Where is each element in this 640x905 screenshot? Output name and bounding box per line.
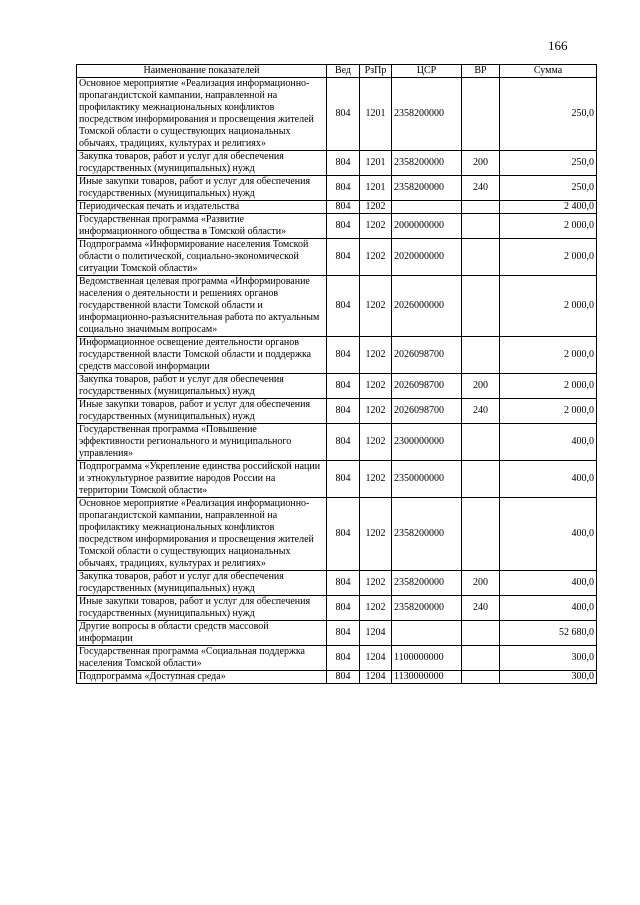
row-name-cell: Иные закупки товаров, работ и услуг для обеспечения государственных (муниципальных) нужд: [77, 176, 327, 201]
table-row: [77, 151, 597, 176]
row-ved-cell: 804: [327, 201, 360, 214]
row-sum-cell: 400,0: [500, 596, 597, 621]
row-csr-cell: 2350000000: [392, 461, 462, 498]
row-rzpr-cell: 1201: [360, 176, 392, 201]
row-ved-cell: 804: [327, 461, 360, 498]
row-name-cell: Периодическая печать и издательства: [77, 201, 327, 214]
table-row: [77, 571, 597, 596]
header-ved: Вед: [327, 65, 360, 78]
table-row: [77, 239, 597, 276]
row-csr-cell: 2358200000: [392, 151, 462, 176]
row-vr-cell: 200: [462, 571, 500, 596]
row-ved-cell: 804: [327, 214, 360, 239]
row-rzpr-cell: 1202: [360, 337, 392, 374]
header-csr: ЦСР: [392, 65, 462, 78]
row-sum-cell: 2 000,0: [500, 337, 597, 374]
row-name-cell: Закупка товаров, работ и услуг для обеспечения государственных (муниципальных) нужд: [77, 374, 327, 399]
header-rzpr: РзПр: [360, 65, 392, 78]
row-sum-cell: 2 000,0: [500, 399, 597, 424]
row-vr-cell: [462, 461, 500, 498]
row-sum-cell: 2 000,0: [500, 239, 597, 276]
row-vr-cell: [462, 276, 500, 337]
row-rzpr-cell: 1202: [360, 424, 392, 461]
table-row: [77, 498, 597, 571]
row-rzpr-cell: 1202: [360, 571, 392, 596]
row-name-cell: Закупка товаров, работ и услуг для обеспечения государственных (муниципальных) нужд: [77, 571, 327, 596]
row-ved-cell: 804: [327, 151, 360, 176]
row-ved-cell: 804: [327, 498, 360, 571]
row-vr-cell: 200: [462, 374, 500, 399]
row-name-cell: Иные закупки товаров, работ и услуг для обеспечения государственных (муниципальных) нужд: [77, 399, 327, 424]
row-rzpr-cell: 1204: [360, 621, 392, 646]
row-name-cell: Основное мероприятие «Реализация информационно-пропагандистской кампании, направленной на профилактику межнациональных конфликтов посредством информирования и просвещения жителей Томской области о существующих национальных обычаях, традициях, культурах и религиях»: [77, 498, 327, 571]
row-rzpr-cell: 1202: [360, 399, 392, 424]
row-ved-cell: 804: [327, 337, 360, 374]
table-row: [77, 646, 597, 671]
row-vr-cell: 240: [462, 176, 500, 201]
row-rzpr-cell: 1202: [360, 276, 392, 337]
table-row: [77, 399, 597, 424]
row-vr-cell: [462, 621, 500, 646]
row-ved-cell: 804: [327, 646, 360, 671]
row-vr-cell: [462, 646, 500, 671]
row-ved-cell: 804: [327, 176, 360, 201]
row-csr-cell: 2026098700: [392, 337, 462, 374]
row-csr-cell: 2358200000: [392, 498, 462, 571]
row-rzpr-cell: 1202: [360, 461, 392, 498]
row-rzpr-cell: 1204: [360, 671, 392, 684]
row-name-cell: Государственная программа «Повышение эффективности регионального и муниципального управления»: [77, 424, 327, 461]
row-sum-cell: 250,0: [500, 78, 597, 151]
table-row: [77, 596, 597, 621]
row-name-cell: Государственная программа «Социальная поддержка населения Томской области»: [77, 646, 327, 671]
row-name-cell: Подпрограмма «Укрепление единства российской нации и этнокультурное развитие народов России на территории Томской области»: [77, 461, 327, 498]
row-name-cell: Другие вопросы в области средств массовой информации: [77, 621, 327, 646]
row-ved-cell: 804: [327, 571, 360, 596]
row-vr-cell: 240: [462, 596, 500, 621]
table-row: [77, 201, 597, 214]
row-vr-cell: [462, 337, 500, 374]
table-row: [77, 671, 597, 684]
row-rzpr-cell: 1202: [360, 374, 392, 399]
row-sum-cell: 250,0: [500, 176, 597, 201]
row-sum-cell: 2 000,0: [500, 374, 597, 399]
row-rzpr-cell: 1201: [360, 78, 392, 151]
row-rzpr-cell: 1204: [360, 646, 392, 671]
row-name-cell: Информационное освещение деятельности органов государственной власти Томской области и поддержка средств массовой информации: [77, 337, 327, 374]
table-row: [77, 276, 597, 337]
row-sum-cell: 2 000,0: [500, 276, 597, 337]
row-ved-cell: 804: [327, 239, 360, 276]
row-name-cell: Закупка товаров, работ и услуг для обеспечения государственных (муниципальных) нужд: [77, 151, 327, 176]
row-rzpr-cell: 1202: [360, 498, 392, 571]
row-csr-cell: 1130000000: [392, 671, 462, 684]
row-rzpr-cell: 1201: [360, 151, 392, 176]
table-row: [77, 214, 597, 239]
row-ved-cell: 804: [327, 78, 360, 151]
row-vr-cell: [462, 214, 500, 239]
row-sum-cell: 52 680,0: [500, 621, 597, 646]
row-sum-cell: 300,0: [500, 671, 597, 684]
row-vr-cell: [462, 78, 500, 151]
table-row: [77, 337, 597, 374]
row-csr-cell: 1100000000: [392, 646, 462, 671]
table-row: [77, 78, 597, 151]
row-rzpr-cell: 1202: [360, 201, 392, 214]
header-sum: Сумма: [500, 65, 597, 78]
row-csr-cell: 2000000000: [392, 214, 462, 239]
row-name-cell: Государственная программа «Развитие информационного общества в Томской области»: [77, 214, 327, 239]
row-vr-cell: [462, 671, 500, 684]
table-row: [77, 461, 597, 498]
header-vr: ВР: [462, 65, 500, 78]
row-vr-cell: 240: [462, 399, 500, 424]
row-ved-cell: 804: [327, 671, 360, 684]
row-vr-cell: [462, 201, 500, 214]
row-csr-cell: 2020000000: [392, 239, 462, 276]
row-sum-cell: 2 000,0: [500, 214, 597, 239]
row-name-cell: Иные закупки товаров, работ и услуг для обеспечения государственных (муниципальных) нужд: [77, 596, 327, 621]
row-rzpr-cell: 1202: [360, 214, 392, 239]
row-name-cell: Ведомственная целевая программа «Информирование населения о деятельности и решениях органов государственной власти Томской области и информационно-разъяснительная работа по актуальным социально значимым вопросам»: [77, 276, 327, 337]
row-rzpr-cell: 1202: [360, 596, 392, 621]
row-csr-cell: 2358200000: [392, 596, 462, 621]
row-name-cell: Подпрограмма «Доступная среда»: [77, 671, 327, 684]
row-rzpr-cell: 1202: [360, 239, 392, 276]
row-ved-cell: 804: [327, 276, 360, 337]
row-vr-cell: [462, 498, 500, 571]
row-ved-cell: 804: [327, 399, 360, 424]
row-vr-cell: [462, 424, 500, 461]
row-ved-cell: 804: [327, 424, 360, 461]
row-csr-cell: 2026098700: [392, 399, 462, 424]
row-sum-cell: 300,0: [500, 646, 597, 671]
table-row: [77, 424, 597, 461]
row-csr-cell: [392, 621, 462, 646]
row-csr-cell: 2358200000: [392, 571, 462, 596]
table-header-row: [77, 65, 597, 78]
row-csr-cell: 2026000000: [392, 276, 462, 337]
row-name-cell: Основное мероприятие «Реализация информационно-пропагандистской кампании, направленной на профилактику межнациональных конфликтов посредством информирования и просвещения жителей Томской области о существующих национальных обычаях, традициях, культурах и религиях»: [77, 78, 327, 151]
header-name: Наименование показателей: [77, 65, 327, 78]
table-row: [77, 374, 597, 399]
row-sum-cell: 2 400,0: [500, 201, 597, 214]
row-sum-cell: 400,0: [500, 571, 597, 596]
row-vr-cell: [462, 239, 500, 276]
row-ved-cell: 804: [327, 621, 360, 646]
budget-table: [76, 64, 597, 684]
row-sum-cell: 250,0: [500, 151, 597, 176]
table-row: [77, 621, 597, 646]
row-csr-cell: 2358200000: [392, 176, 462, 201]
row-name-cell: Подпрограмма «Информирование населения Томской области о политической, социально-экономической ситуации Томской области»: [77, 239, 327, 276]
row-sum-cell: 400,0: [500, 461, 597, 498]
row-sum-cell: 400,0: [500, 424, 597, 461]
row-sum-cell: 400,0: [500, 498, 597, 571]
row-ved-cell: 804: [327, 596, 360, 621]
row-vr-cell: 200: [462, 151, 500, 176]
row-csr-cell: 2026098700: [392, 374, 462, 399]
row-ved-cell: 804: [327, 374, 360, 399]
page-number: 166: [548, 38, 568, 53]
table-row: [77, 176, 597, 201]
row-csr-cell: [392, 201, 462, 214]
row-csr-cell: 2300000000: [392, 424, 462, 461]
row-csr-cell: 2358200000: [392, 78, 462, 151]
